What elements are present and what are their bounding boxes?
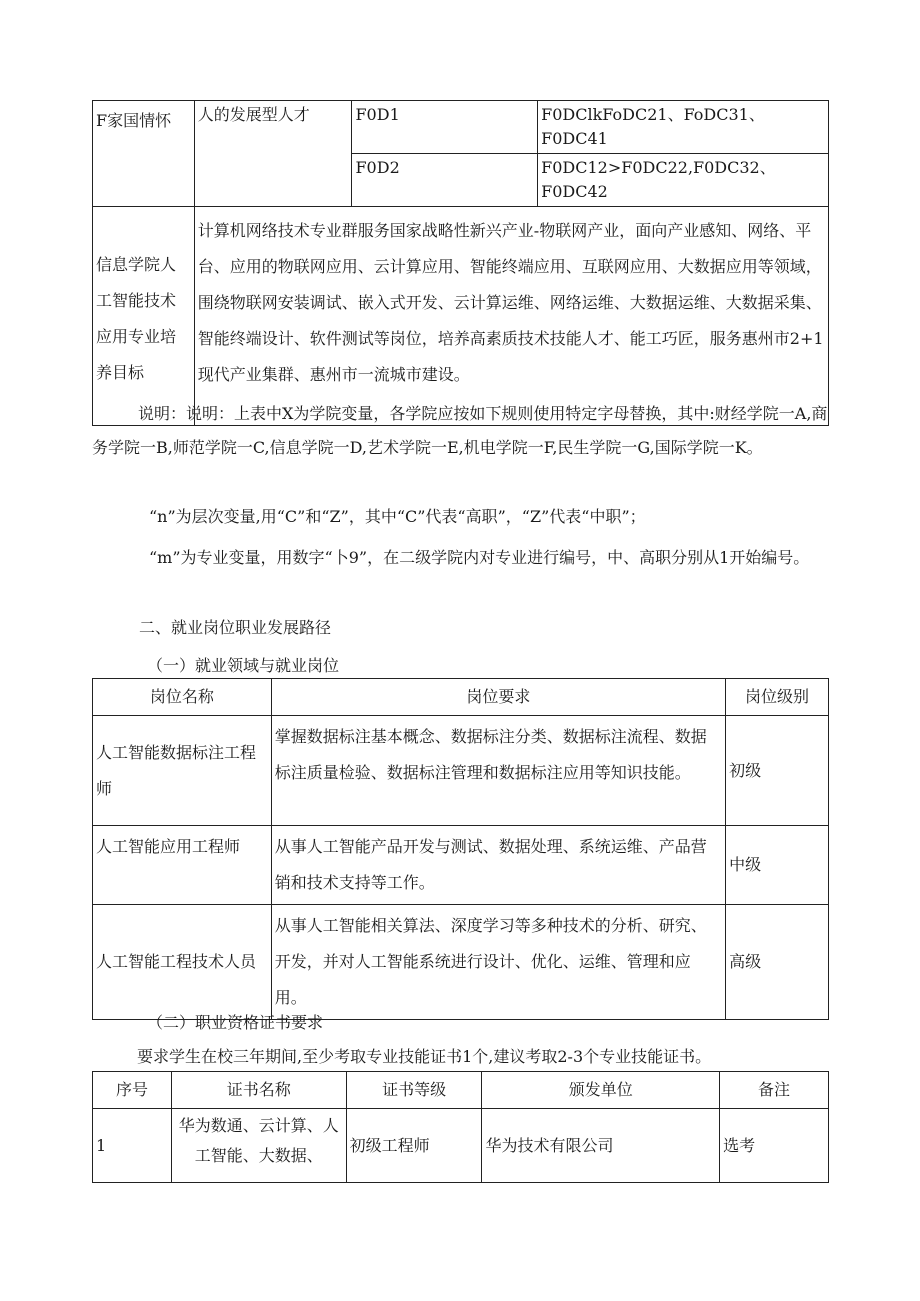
jobs-header-level: 岗位级别: [726, 679, 829, 716]
goal-table-sub1-code: F0D1: [352, 101, 538, 154]
goal-table-row1-col1: F家国情怀: [93, 101, 195, 207]
jobs-header-name: 岗位名称: [93, 679, 272, 716]
cert-header-name: 证书名称: [171, 1072, 346, 1109]
cert-header-issuer: 颁发单位: [482, 1072, 720, 1109]
goal-table-sub1-desc: F0DClkFoDC21、FoDC31、F0DC41: [538, 101, 829, 154]
goal-table-sub2-code: F0D2: [352, 154, 538, 207]
job-level: 初级: [726, 716, 829, 826]
table-row: [93, 905, 829, 1020]
goal-table-row1-col2: 人的发展型人才: [194, 101, 352, 207]
job-requirement: 从事人工智能相关算法、深度学习等多种技术的分析、研究、开发，并对人工智能系统进行设计、优化、运维、管理和应用。: [271, 905, 725, 1020]
note-paragraph-2: “n”为层次变量,用“C”和“Z”，其中“C”代表“高职”，“Z”代表“中职”；: [149, 507, 646, 526]
jobs-table: [92, 678, 829, 1020]
cert-level: 初级工程师: [346, 1109, 482, 1183]
section-2-title: 二、就业岗位职业发展路径: [139, 618, 332, 637]
cert-table: [92, 1071, 829, 1183]
job-requirement: 掌握数据标注基本概念、数据标注分类、数据标注流程、数据标注质量检验、数据标注管理和数据标注应用等知识技能。: [271, 716, 725, 826]
jobs-header-requirement: 岗位要求: [271, 679, 725, 716]
goal-table-row3-label: 信息学院人工智能技术应用专业培养目标: [93, 207, 195, 426]
goal-table: [92, 100, 829, 426]
cert-no: 1: [93, 1109, 172, 1183]
table-row: [93, 716, 829, 826]
cert-intro: 要求学生在校三年期间,至少考取专业技能证书1个,建议考取2-3个专业技能证书。: [137, 1047, 712, 1066]
table-row: [93, 826, 829, 905]
cert-name: 华为数通、云计算、人工智能、大数据、: [171, 1109, 346, 1183]
job-name: 人工智能数据标注工程师: [93, 716, 272, 826]
cert-note: 选考: [720, 1109, 829, 1183]
note-paragraph-3: “m”为专业变量，用数字“卜9”，在二级学院内对专业进行编号，中、高职分别从1开始编号。: [149, 548, 810, 567]
section-2-1-title: （一）就业领域与就业岗位: [147, 656, 340, 675]
cert-header-no: 序号: [93, 1072, 172, 1109]
goal-table-row3-text: 计算机网络技术专业群服务国家战略性新兴产业-物联网产业，面向产业感知、网络、平台、应用的物联网应用、云计算应用、智能终端应用、互联网应用、大数据应用等领域，围绕物联网安装调试、嵌入式开发、云计算运维、网络运维、大数据运维、大数据采集、智能终端设计、软件测试等岗位，培养高素质技术技能人才、能工巧匠，服务惠州市2+1现代产业集群、惠州市一流城市建设。: [194, 207, 828, 426]
note-paragraph-1: 说明：说明：上表中X为学院变量，各学院应按如下规则使用特定字母替换，其中:财经学院一A,商务学院一B,师范学院一C,信息学院一D,艺术学院一E,机电学院一F,民生学院一G,国际学院一K。: [92, 404, 828, 457]
job-name: 人工智能应用工程师: [93, 826, 272, 905]
job-name: 人工智能工程技术人员: [93, 905, 272, 1020]
job-requirement: 从事人工智能产品开发与测试、数据处理、系统运维、产品营销和技术支持等工作。: [271, 826, 725, 905]
cert-header-level: 证书等级: [346, 1072, 482, 1109]
cert-header-note: 备注: [720, 1072, 829, 1109]
goal-table-sub2-desc: F0DC12>F0DC22,F0DC32、F0DC42: [538, 154, 829, 207]
table-row: [93, 1109, 829, 1183]
job-level: 高级: [726, 905, 829, 1020]
section-2-2-title: （二）职业资格证书要求: [147, 1013, 324, 1032]
cert-issuer: 华为技术有限公司: [482, 1109, 720, 1183]
job-level: 中级: [726, 826, 829, 905]
